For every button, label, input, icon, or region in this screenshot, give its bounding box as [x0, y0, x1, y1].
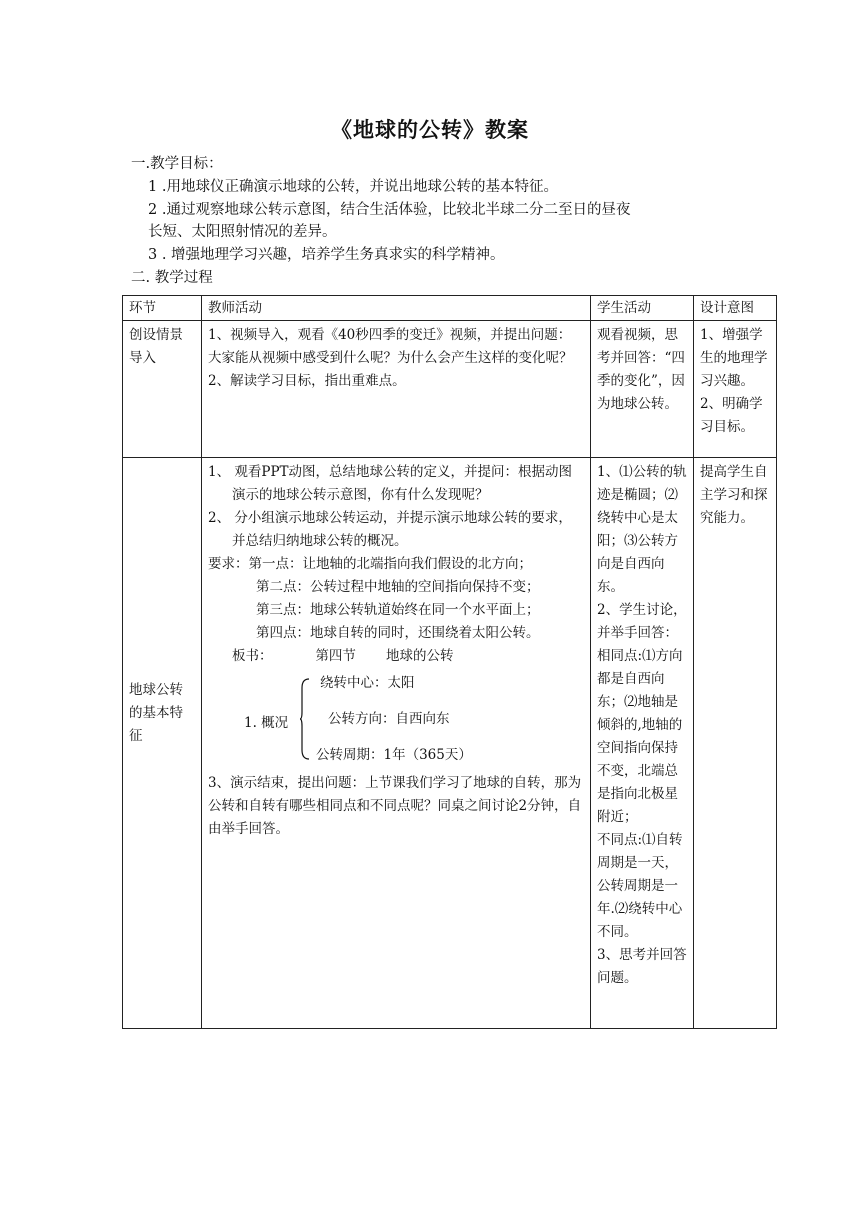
intent-cell: 提高学生自主学习和探究能力。: [694, 458, 777, 1029]
objective-2-cont: 长短、太阳照射情况的差异。: [148, 224, 337, 240]
student-text: 3、思考并回答问题。: [597, 947, 687, 986]
lesson-table: [122, 295, 777, 1029]
process-heading: 二. 教学过程: [131, 270, 213, 286]
student-text: 不同点:⑴自转周期是一天，公转周期是一年.⑵绕转中心不同。: [597, 832, 683, 940]
intent-cell: [694, 321, 777, 458]
brace-icon: [300, 678, 310, 760]
table-row: [123, 321, 777, 458]
stage-cell: 创设情景导入: [123, 321, 202, 458]
teacher-item: 1、 观看PPT动图，总结地球公转的定义，并提问：根据动图演示的地球公转示意图，你有什么发现呢？: [208, 464, 573, 503]
header-teacher: 教师活动: [202, 296, 591, 321]
document-title: 《地球的公转》教案: [331, 117, 529, 142]
intent-text: 1、增强学生的地理学习兴趣。: [700, 327, 768, 389]
objectives-heading: 一.教学目标：: [131, 156, 223, 172]
student-cell: 观看视频，思考并回答：“四季的变化”，因为地球公转。: [591, 321, 694, 458]
objective-2: 2 .通过观察地球公转示意图，结合生活体验，比较北半球二分二至日的昼夜: [148, 202, 631, 218]
stage-text: 地球公转的基本特征: [129, 681, 183, 744]
teacher-cell: [202, 321, 591, 458]
header-stage: 环节: [123, 296, 202, 321]
header-student: 学生活动: [591, 296, 694, 321]
table-header-row: [123, 296, 777, 321]
stage-cell: [123, 458, 202, 1029]
objective-3: 3 . 增强地理学习兴趣，培养学生务真求实的科学精神。: [148, 247, 505, 263]
student-cell: [591, 458, 694, 1029]
teacher-text: 3、演示结束，提出问题：上节课我们学习了地球的自转，那为公转和自转有哪些相同点和不同点呢？同桌之间讨论2分钟，自由举手回答。: [208, 775, 582, 837]
overview-label: 1. 概况: [244, 715, 289, 731]
teacher-text: 2、解读学习目标，指出重难点。: [208, 373, 406, 389]
requirement-line: 第三点：地球公转轨道始终在同一个水平面上；: [256, 602, 540, 618]
teacher-text: 1、视频导入，观看《40秒四季的变迁》视频，并提出问题：大家能从视频中感受到什么呢？为什么会产生这样的变化呢？: [208, 327, 573, 366]
overview-item: 绕转中心：太阳: [320, 675, 415, 691]
student-text: 2、学生讨论，并举手回答：: [597, 602, 687, 641]
header-intent: 设计意图: [694, 296, 777, 321]
teacher-cell: [202, 458, 591, 1029]
intent-text: 2、明确学习目标。: [700, 396, 763, 435]
requirement-line: 要求：第一点：让地轴的北端指向我们假设的北方向；: [208, 556, 532, 572]
overview-diagram: [208, 672, 584, 772]
student-text: 1、⑴公转的轨迹是椭圆；⑵绕转中心是太阳；⑶公转方向是自西向东。: [597, 464, 687, 595]
requirement-line: 第四点：地球自转的同时，还围绕着太阳公转。: [256, 625, 540, 641]
teacher-item: 2、 分小组演示地球公转运动，并提示演示地球公转的要求，并总结归纳地球公转的概况。: [208, 510, 572, 549]
board-heading: 板书： 第四节 地球的公转: [232, 648, 454, 664]
table-row: [123, 458, 777, 1029]
student-text: 相同点:⑴方向都是自西向东；⑵地轴是倾斜的,地轴的空间指向保持不变，北端总是指向北极星附近；: [597, 648, 683, 825]
requirement-line: 第二点：公转过程中地轴的空间指向保持不变；: [256, 579, 540, 595]
overview-item: 公转周期：1年（365天）: [316, 747, 472, 763]
overview-item: 公转方向：自西向东: [328, 711, 450, 727]
objective-1: 1 .用地球仪正确演示地球的公转，并说出地球公转的基本特征。: [148, 179, 558, 195]
